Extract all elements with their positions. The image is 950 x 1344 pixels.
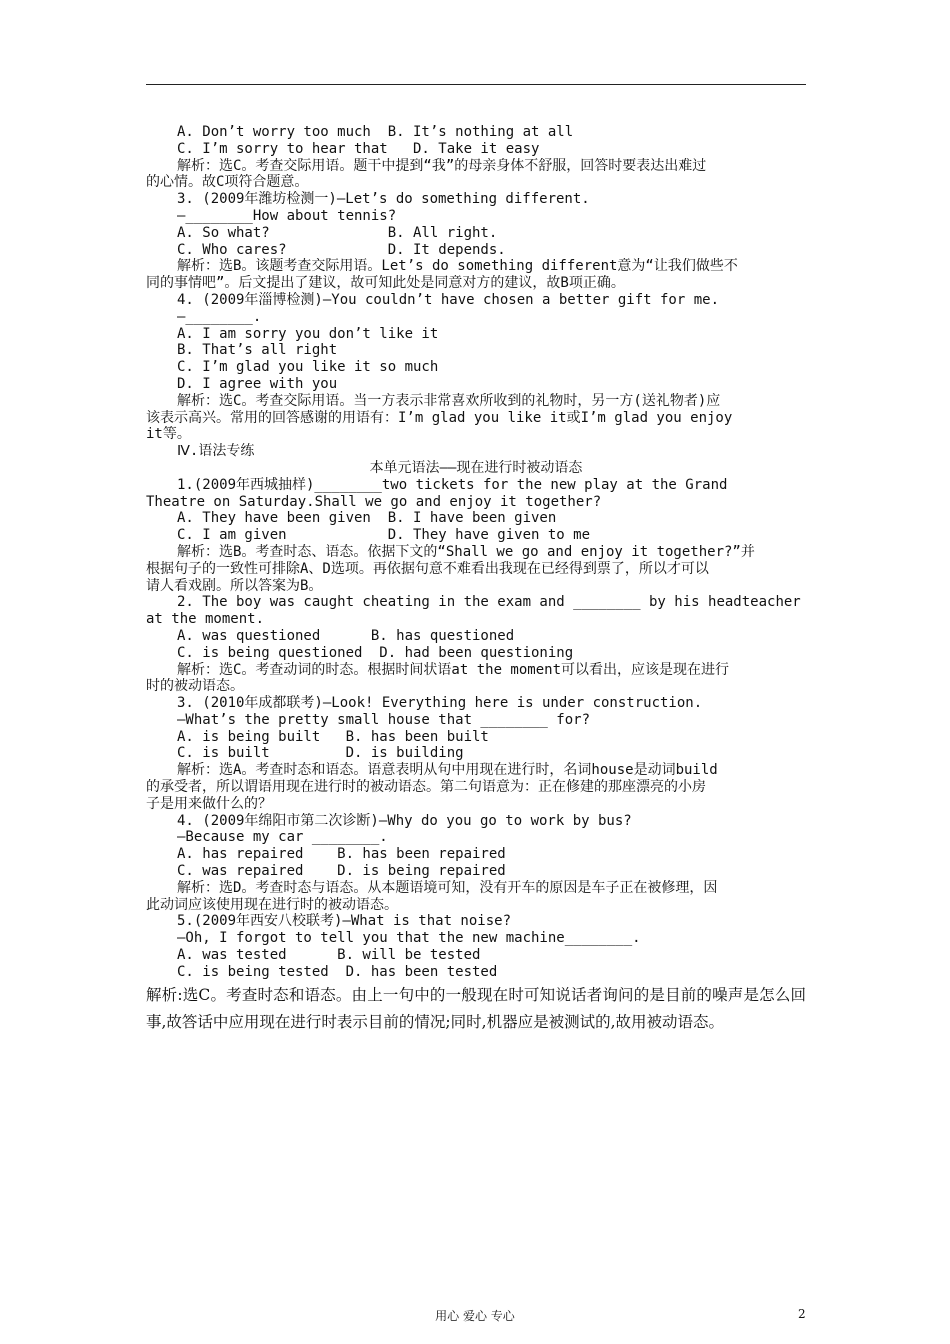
- text-line: 解析：选D。考查时态与语态。从本题语境可知，没有开车的原因是车子正在被修理，因: [177, 879, 718, 896]
- text-line: 1.(2009年西城抽样)________two tickets for the new play at the Grand: [177, 476, 728, 493]
- text-line: 子是用来做什么的？: [146, 795, 272, 812]
- final-explanation: 解析:选C。考查时态和语态。由上一句中的一般现在时可知说话者询问的是目前的噪声是怎么回事,故答话中应用现在进行时表示目前的情况;同时,机器应是被测试的,故用被动语态。: [146, 985, 806, 1031]
- text-line: A. Don’t worry too much B. It’s nothing at all: [177, 124, 574, 140]
- text-line: C. Who cares? D. It depends.: [177, 241, 506, 258]
- text-line: 解析：选B。考查时态、语态。依据下文的“Shall we go and enjoy it together?”并: [177, 543, 755, 560]
- text-line: 请人看戏剧。所以答案为B。: [146, 577, 323, 594]
- header-rule: [146, 84, 806, 85]
- text-line: 解析：选C。考查交际用语。当一方表示非常喜欢所收到的礼物时，另一方(送礼物者)应: [177, 392, 721, 409]
- text-line: 该表示高兴。常用的回答感谢的用语有：I’m glad you like it或I’m glad you enjoy: [146, 409, 733, 426]
- text-line: 解析：选C。考查交际用语。题干中提到“我”的母亲身体不舒服，回答时要表达出难过: [177, 157, 707, 174]
- text-line: A. was tested B. will be tested: [177, 947, 481, 964]
- text-line: C. I’m glad you like it so much: [177, 359, 439, 376]
- text-line: 此动词应该使用现在进行时的被动语态。: [146, 896, 398, 913]
- text-line: 5.(2009年西安八校联考)—What is that noise?: [177, 913, 512, 930]
- footer-text: 用心 爱心 专心: [435, 1309, 515, 1323]
- text-line: 解析：选A。考查时态和语态。语意表明从句中用现在进行时，名词house是动词build: [177, 762, 718, 779]
- text-line: —What’s the pretty small house that ________ for?: [177, 711, 591, 728]
- text-line: it等。: [146, 426, 191, 443]
- text-line: 解析：选C。考查动词的时态。根据时间状语at the moment可以看出，应该是现在进行: [177, 661, 730, 678]
- question-lines: [146, 124, 806, 981]
- text-line: Theatre on Saturday.Shall we go and enjoy it together?: [146, 493, 602, 510]
- text-line: C. is being questioned D. had been questioning: [177, 644, 574, 661]
- text-line: 2. The boy was caught cheating in the exam and ________ by his headteacher: [177, 594, 801, 611]
- text-line: 时的被动语态。: [146, 678, 244, 695]
- text-line: C. I’m sorry to hear that D. Take it easy: [177, 140, 540, 157]
- text-line: 3. (2010年成都联考)—Look! Everything here is under construction.: [177, 695, 703, 712]
- text-line: Ⅳ.语法专练: [177, 443, 255, 460]
- text-line: 根据句子的一致性可排除A、D选项。再依据句意不难看出我现在已经得到票了，所以才可以: [146, 560, 709, 577]
- document-body: [146, 124, 806, 1036]
- text-line: 同的事情吧”。后文提出了建议，故可知此处是同意对方的建议，故B项正确。: [146, 275, 625, 292]
- page-number: 2: [798, 1307, 806, 1321]
- text-line: 3. (2009年潍坊检测一)—Let’s do something different.: [177, 191, 590, 208]
- text-line: A. They have been given B. I have been given: [177, 510, 557, 527]
- text-line: B. That’s all right: [177, 342, 338, 359]
- text-line: A. So what? B. All right.: [177, 224, 498, 241]
- text-line: —Because my car ________.: [177, 829, 388, 846]
- text-line: —________How about tennis?: [177, 207, 397, 224]
- text-line: A. is being built B. has been built: [177, 728, 489, 745]
- text-line: 4. (2009年绵阳市第二次诊断)—Why do you go to work by bus?: [177, 812, 632, 829]
- text-line: —________.: [177, 308, 262, 325]
- text-line: 的心情。故C项符合题意。: [146, 174, 309, 191]
- text-line: at the moment.: [146, 611, 265, 628]
- text-line: 本单元语法——现在进行时被动语态: [369, 459, 583, 476]
- text-line: A. has repaired B. has been repaired: [177, 846, 506, 863]
- text-line: 的承受者，所以谓语用现在进行时的被动语态。第二句语意为：正在修建的那座漂亮的小房: [146, 779, 706, 796]
- text-line: 解析：选B。该题考查交际用语。Let’s do something different意为“让我们做些不: [177, 258, 738, 275]
- text-line: C. is built D. is building: [177, 745, 464, 762]
- text-line: C. I am given D. They have given to me: [177, 527, 591, 544]
- text-line: C. was repaired D. is being repaired: [177, 863, 506, 880]
- text-line: —Oh, I forgot to tell you that the new machine________.: [177, 930, 641, 947]
- text-line: A. I am sorry you don’t like it: [177, 325, 439, 342]
- text-line: D. I agree with you: [177, 375, 338, 392]
- text-line: C. is being tested D. has been tested: [177, 963, 498, 980]
- text-line: A. was questioned B. has questioned: [177, 627, 515, 644]
- text-line: 4. (2009年淄博检测)—You couldn’t have chosen a better gift for me.: [177, 291, 720, 308]
